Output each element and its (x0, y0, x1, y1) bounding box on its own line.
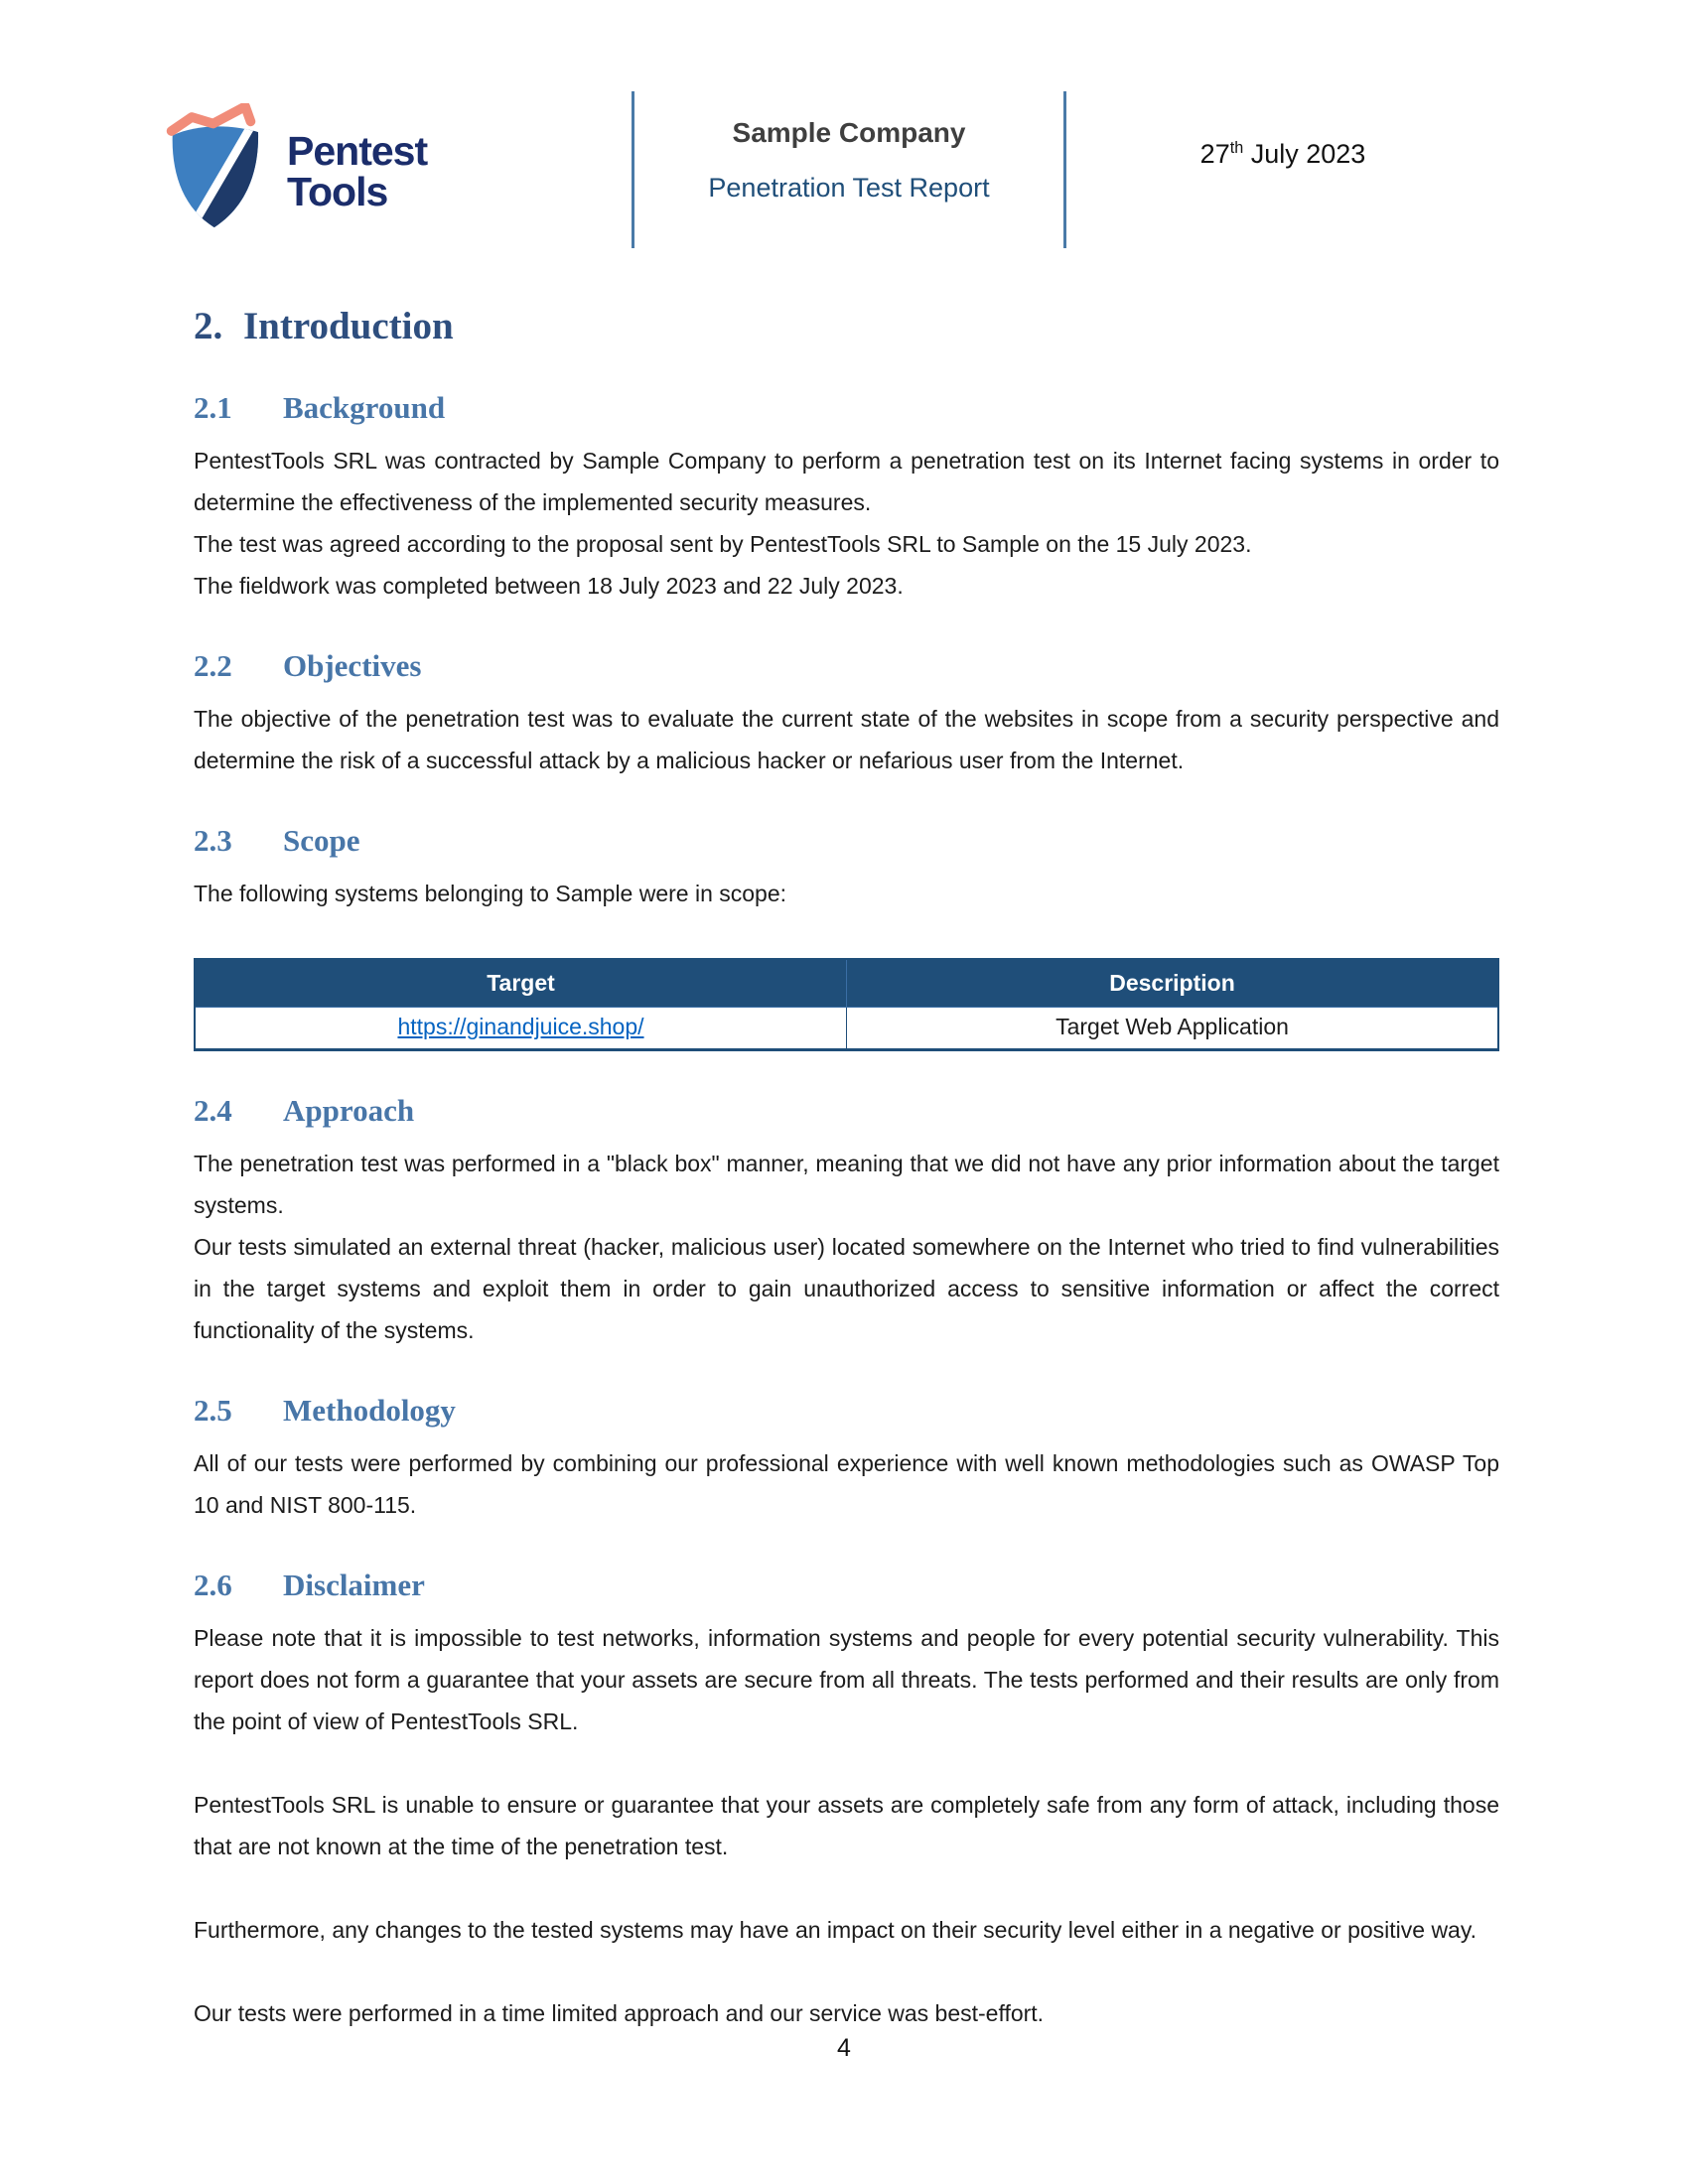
approach-paragraph-2: Our tests simulated an external threat (hacker, malicious user) located somewhere on the Internet who tried to find vulnerabilities in the target systems and exploit them in order to gain unauthorized access to sensitive information or affect the correct functionality of the systems. (194, 1234, 1499, 1343)
disclaimer-paragraph-1: Please note that it is impossible to test networks, information systems and people for every potential security vulnerability. This report does not form a guarantee that your assets are secure from all threats. The tests performed and their results are only from the point of view of PentestTools SRL. (194, 1625, 1499, 1734)
background-paragraph-1: PentestTools SRL was contracted by Sample Company to perform a penetration test on its Internet facing systems in order to determine the effectiveness of the implemented security measures. (194, 448, 1499, 515)
subsection-title: Approach (283, 1093, 415, 1128)
subsection-number: 2.5 (194, 1393, 232, 1428)
section-number: 2. (194, 305, 223, 347)
approach-paragraph-1: The penetration test was performed in a "black box" manner, meaning that we did not have any prior information about the target systems. (194, 1151, 1499, 1218)
subsection-number: 2.2 (194, 648, 232, 683)
target-url-link[interactable]: https://ginandjuice.shop/ (397, 1014, 644, 1039)
subsection-heading-objectives (194, 648, 1499, 684)
subsection-heading-methodology (194, 1393, 1499, 1429)
scope-table-header-description: Description (847, 959, 1499, 1008)
date-day: 27 (1199, 139, 1230, 169)
date-month-year: July 2023 (1243, 139, 1366, 169)
disclaimer-paragraph-3: Furthermore, any changes to the tested systems may have an impact on their security level either in a negative or positive way. (194, 1917, 1477, 1943)
date-ordinal-suffix: th (1229, 139, 1244, 157)
brand-wordmark (287, 128, 428, 214)
document-body (0, 304, 1688, 2034)
scope-intro-paragraph: The following systems belonging to Sample were in scope: (194, 881, 787, 906)
methodology-paragraph: All of our tests were performed by combining our professional experience with well known methodologies such as OWASP Top 10 and NIST 800-115. (194, 1450, 1499, 1518)
scope-description-cell: Target Web Application (847, 1008, 1499, 1050)
subsection-title: Disclaimer (283, 1568, 425, 1602)
scope-table-header-row (195, 959, 1498, 1008)
subsection-title: Scope (283, 823, 360, 858)
subsection-heading-background (194, 390, 1499, 426)
background-paragraph-3: The fieldwork was completed between 18 July 2023 and 22 July 2023. (194, 573, 904, 599)
background-paragraph-2: The test was agreed according to the proposal sent by PentestTools SRL to Sample on the 15 July 2023. (194, 531, 1252, 557)
scope-table-header-target: Target (195, 959, 847, 1008)
disclaimer-paragraph-4: Our tests were performed in a time limited approach and our service was best-effort. (194, 2000, 1045, 2026)
subsection-number: 2.4 (194, 1093, 232, 1128)
disclaimer-paragraph-2: PentestTools SRL is unable to ensure or guarantee that your assets are completely safe from any form of attack, including those that are not known at the time of the penetration test. (194, 1792, 1499, 1859)
brand-line1: Pentest (287, 128, 428, 174)
report-title: Penetration Test Report (708, 173, 990, 203)
subsection-heading-disclaimer (194, 1568, 1499, 1603)
subsection-number: 2.6 (194, 1568, 232, 1602)
subsection-heading-scope (194, 823, 1499, 859)
header-logo-area (164, 91, 632, 252)
subsection-number: 2.3 (194, 823, 232, 858)
brand-line2: Tools (287, 169, 388, 214)
header-title-block (634, 91, 1063, 252)
subsection-title: Background (283, 390, 446, 425)
subsection-heading-approach (194, 1093, 1499, 1129)
company-name: Sample Company (732, 117, 966, 148)
scope-table (194, 958, 1499, 1051)
section-title: Introduction (243, 305, 454, 347)
shield-icon (164, 103, 271, 240)
subsection-title: Objectives (283, 648, 422, 683)
section-heading-introduction (194, 304, 1499, 348)
page-number: 4 (837, 2034, 851, 2062)
objectives-paragraph: The objective of the penetration test was to evaluate the current state of the websites in scope from a security perspective and determine the risk of a successful attack by a malicious hacker or nefarious user from the Internet. (194, 706, 1499, 773)
report-date (1066, 91, 1499, 252)
page-header (164, 91, 1499, 252)
pentest-tools-logo (164, 103, 427, 240)
scope-table-row (195, 1008, 1498, 1050)
scope-target-cell (195, 1008, 847, 1050)
subsection-number: 2.1 (194, 390, 232, 425)
subsection-title: Methodology (283, 1393, 456, 1428)
